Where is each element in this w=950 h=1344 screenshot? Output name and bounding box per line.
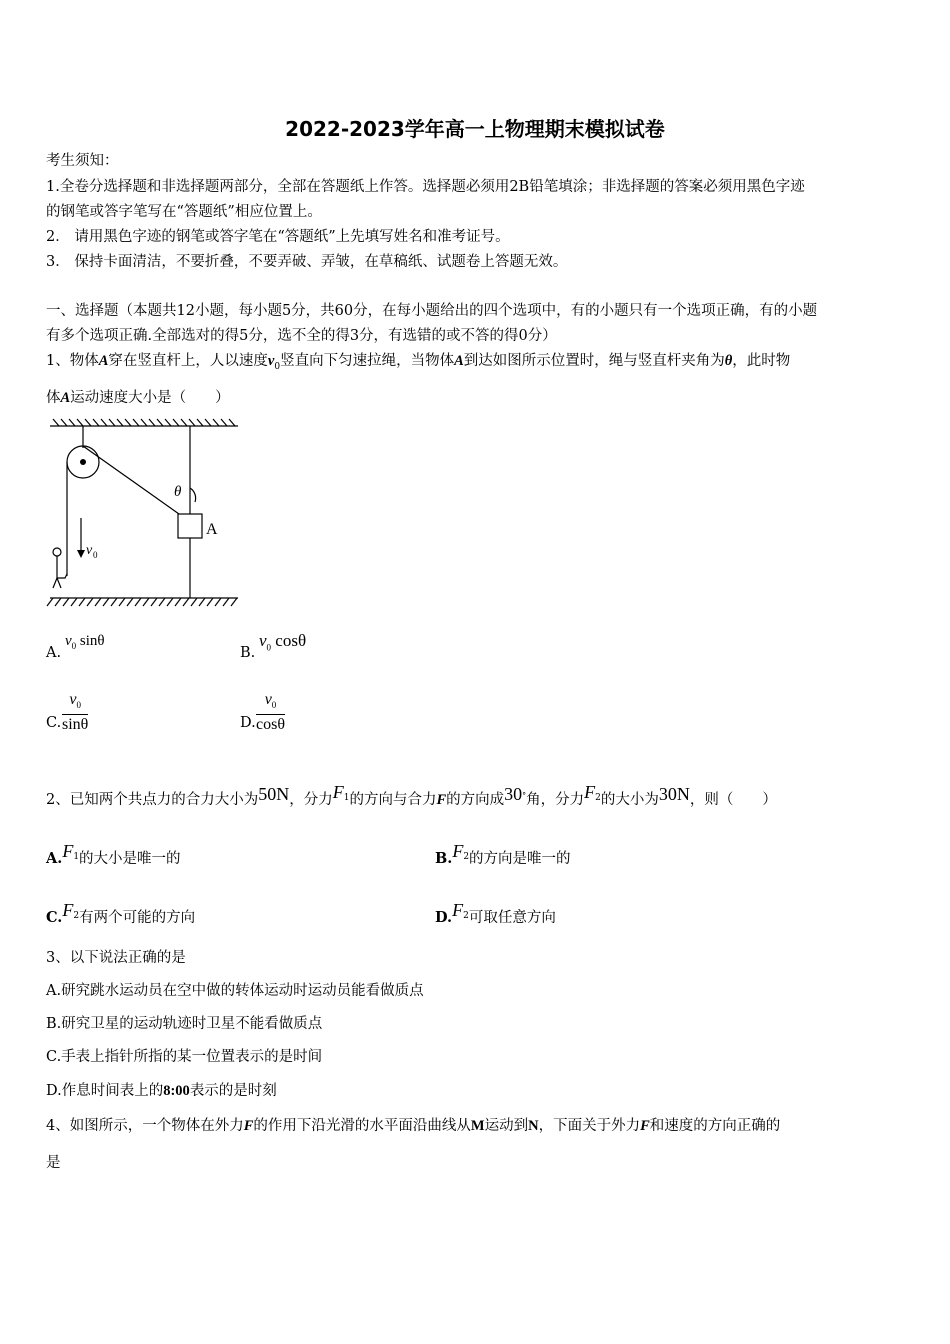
q3-option-b: B.研究卫星的运动轨迹时卫星不能看做质点 <box>46 1016 323 1032</box>
q2-option-c: $C.F_2$有两个可能的方向 <box>46 900 196 926</box>
q2-option-b: $B.F_2$的方向是唯一的 <box>435 841 571 867</box>
q3-option-a: A.研究跳水运动员在空中做的转体运动时运动员能看做质点 <box>46 983 424 999</box>
q3-option-d: D.作息时间表上的8:00表示的是时刻 <box>46 1083 277 1099</box>
q4-stem-line-1: 4、如图所示，一个物体在外力F的作用下沿光滑的水平面沿曲线从M运动到N，下面关于外力F和速度的方向正确的 <box>46 1118 781 1134</box>
pulley-diagram <box>45 418 245 608</box>
block-label: A <box>206 521 218 538</box>
q1-option-a-expr: $v_0$ sinθ <box>65 633 105 651</box>
q1-option-b-expr: $v_0$ cosθ <box>259 631 307 653</box>
notice-line-1a: 1.全卷分选择题和非选择题两部分，全部在答题纸上作答。选择题必须用2B铅笔填涂；非选择题的答案必须用黑色字迹 <box>46 179 805 195</box>
q1-option-c-fraction: $\frac{v_0}{\sin\theta}$ <box>62 691 89 734</box>
velocity-subscript: 0 <box>93 550 98 560</box>
notice-line-1b: 的钢笔或答字笔写在“答题纸”相应位置上。 <box>46 204 322 220</box>
velocity-label: v <box>86 543 93 558</box>
theta-label: θ <box>174 484 182 500</box>
q3-stem: 3、以下说法正确的是 <box>46 950 186 966</box>
q1-stem-line-1: 1、物体A穿在竖直杆上，人以速度$v_0$竖直向下匀速拉绳，当物体A到达如图所示位置时，绳与竖直杆夹角为θ，此时物 <box>46 353 791 372</box>
page-title: 2022-2023学年高一上物理期末模拟试卷 <box>285 117 665 141</box>
q1-option-a-label: A. <box>46 645 62 661</box>
q1-option-d-fraction: $\frac{v_0}{\cos\theta}$ <box>256 691 285 734</box>
section-heading-line-1: 一、选择题（本题共12小题，每小题5分，共60分，在每小题给出的四个选项中，有的小题只有一个选项正确，有的小题 <box>46 303 818 319</box>
q2-stem: 2、已知两个共点力的合力大小为50N，分力$F_1$的方向与合力F的方向成30°角，分力$F_2$的大小为30N，则（ ） <box>46 782 777 808</box>
q1-option-c-label: C. <box>46 715 62 731</box>
q1-stem-line-2: 体A运动速度大小是（ ） <box>46 390 230 406</box>
q1-option-d-label: D. <box>240 715 256 731</box>
q3-option-c: C.手表上指针所指的某一位置表示的是时间 <box>46 1049 323 1065</box>
q4-stem-line-2: 是 <box>46 1155 61 1171</box>
section-heading-line-2: 有多个选项正确.全部选对的得5分，选不全的得3分，有选错的或不答的得0分） <box>46 328 557 344</box>
q2-option-a: $A.F_1$的大小是唯一的 <box>46 841 181 867</box>
notice-line-2: 2． 请用黑色字迹的钢笔或答字笔在“答题纸”上先填写姓名和准考证号。 <box>46 229 510 245</box>
q1-option-b-label: B. <box>240 645 256 661</box>
q2-option-d: $D.F_2$可取任意方向 <box>435 900 556 926</box>
notice-line-3: 3． 保持卡面清洁，不要折叠，不要弄破、弄皱，在草稿纸、试题卷上答题无效。 <box>46 254 568 270</box>
notice-heading: 考生须知： <box>46 153 119 169</box>
